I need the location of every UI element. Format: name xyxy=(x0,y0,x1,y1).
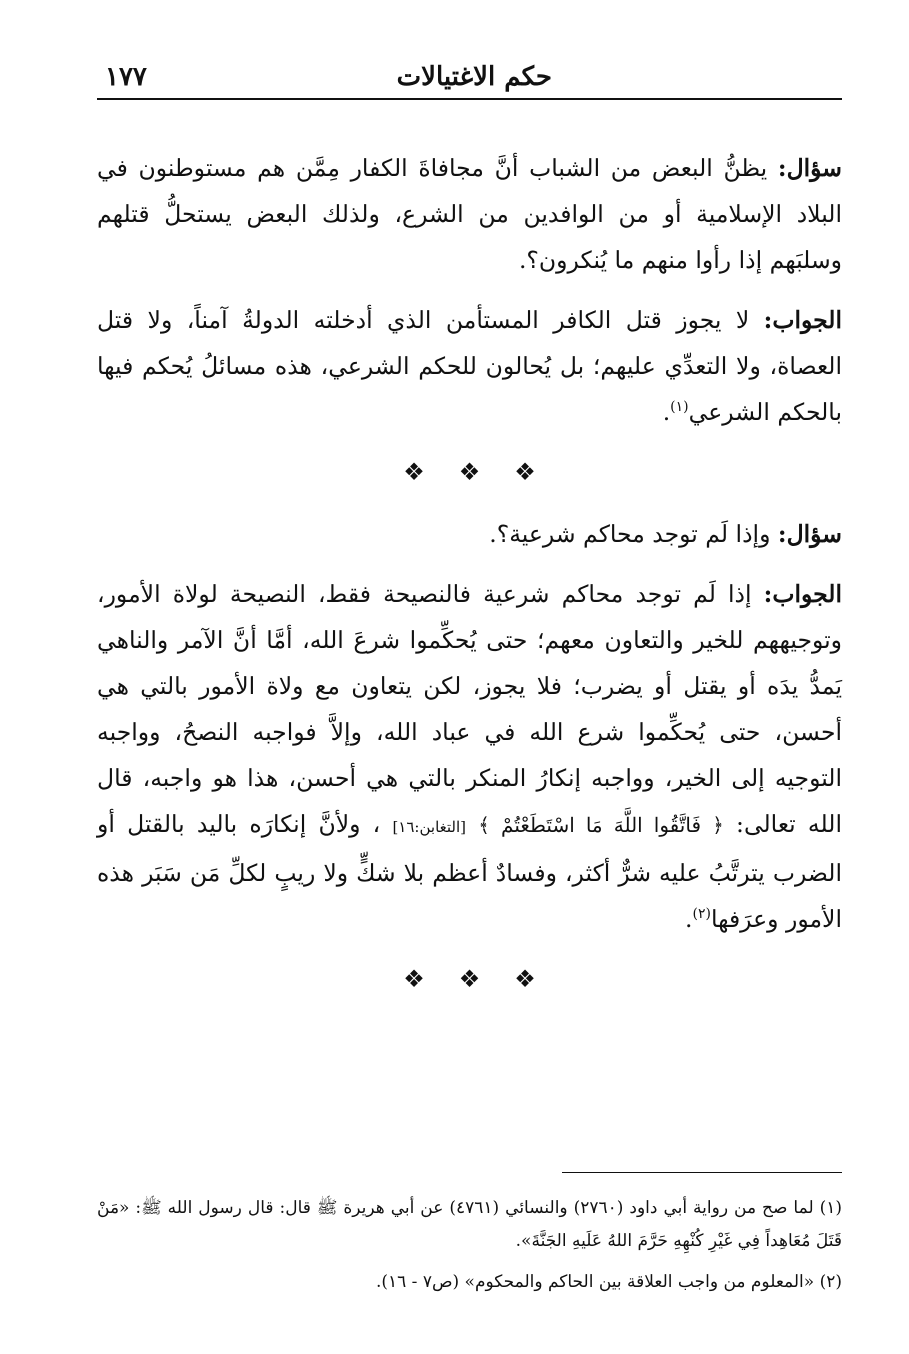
answer-text-part-2: ، ولأنَّ إنكارَه باليد بالقتل أو الضرب يترتَّبُ عليه شرٌّ أكثر، وفسادٌ أعظم بلا شكٍّ ولا ريبٍ لكلِّ مَن سَبَر هذه الأمور وعرَفها xyxy=(97,810,842,933)
footnote-1: (١) لما صح من رواية أبي داود (٢٧٦٠) والنسائي (٤٧٦١) عن أبي هريرة ﷺ قال: قال رسول الله ﷺ: «مَنْ قَتَلَ مُعَاهِداً فِي غَيْرِ كُنْهِهِ حَرَّمَ اللهُ عَلَيهِ الجَنَّةَ». xyxy=(97,1198,843,1251)
page-number: ١٧٧ xyxy=(105,62,147,92)
answer-text: لا يجوز قتل الكافر المستأمن الذي أدخلته الدولةُ آمناً، ولا قتل العصاة، ولا التعدِّي عليهم؛ بل يُحالون للحكم الشرعي، هذه مسائلُ يُحكم فيها بالحكم الشرعي xyxy=(97,306,842,426)
section-separator-2: ❖❖❖ xyxy=(403,965,570,993)
answer-text-part-1: إذا لَم توجد محاكم شرعية فالنصيحة فقط، النصيحة لولاة الأمور، وتوجيههم للخير والتعاون معهم؛ حتى يُحكِّموا شرعَ الله، أمَّا أنَّ الآمر والناهي يَمدُّ يدَه أو يقتل أو يضرب؛ فلا يجوز، لكن يتعاون مع ولاة الأمور بالتي هي أحسن، حتى يُحكِّموا شرع الله في عباد الله، وإلاَّ فواجبه النصحُ، وواجبه التوجيه إلى الخير، وواجبه إنكارُ المنكر بالتي هي أحسن، هذا هو واجبه، قال الله تعالى: xyxy=(97,580,842,838)
answer-label: الجواب: xyxy=(763,306,842,334)
running-title: حكم الاغتيالات xyxy=(396,62,552,92)
answer-label: الجواب: xyxy=(763,580,842,608)
section-separator-1: ❖❖❖ xyxy=(403,458,570,486)
footnote-marker-1[interactable]: (١) xyxy=(670,399,689,416)
answer-end: . xyxy=(662,398,671,426)
answer-2 xyxy=(97,571,842,942)
footnote-divider xyxy=(562,1172,842,1173)
question-label: سؤال: xyxy=(777,154,842,182)
question-text: يظنُّ البعض من الشباب أنَّ مجافاةَ الكفار مِمَّن هم مستوطنون في البلاد الإسلامية أو من الوافدين من الشرع، ولذلك البعض يستحلُّ قتلهم وسلبَهم إذا رأوا منهم ما يُنكرون؟. xyxy=(97,154,842,274)
question-2 xyxy=(97,511,842,557)
footnote-2: (٢) «المعلوم من واجب العلاقة بين الحاكم والمحكوم» (ص٧ - ١٦). xyxy=(375,1272,842,1292)
footnote-marker-2[interactable]: (٢) xyxy=(692,906,711,923)
answer-1 xyxy=(97,297,842,435)
page-header xyxy=(97,60,842,100)
quran-reference: [التغابن:١٦] xyxy=(392,818,466,836)
quran-verse: ﴿ فَاتَّقُوا اللَّهَ مَا اسْتَطَعْتُمْ ﴾ xyxy=(478,813,724,837)
main-text xyxy=(97,145,842,1018)
question-label: سؤال: xyxy=(777,520,842,548)
question-1 xyxy=(97,145,842,283)
footnotes xyxy=(97,1192,842,1307)
answer-end: . xyxy=(685,905,693,933)
question-text: وإذا لَم توجد محاكم شرعية؟. xyxy=(489,520,778,548)
